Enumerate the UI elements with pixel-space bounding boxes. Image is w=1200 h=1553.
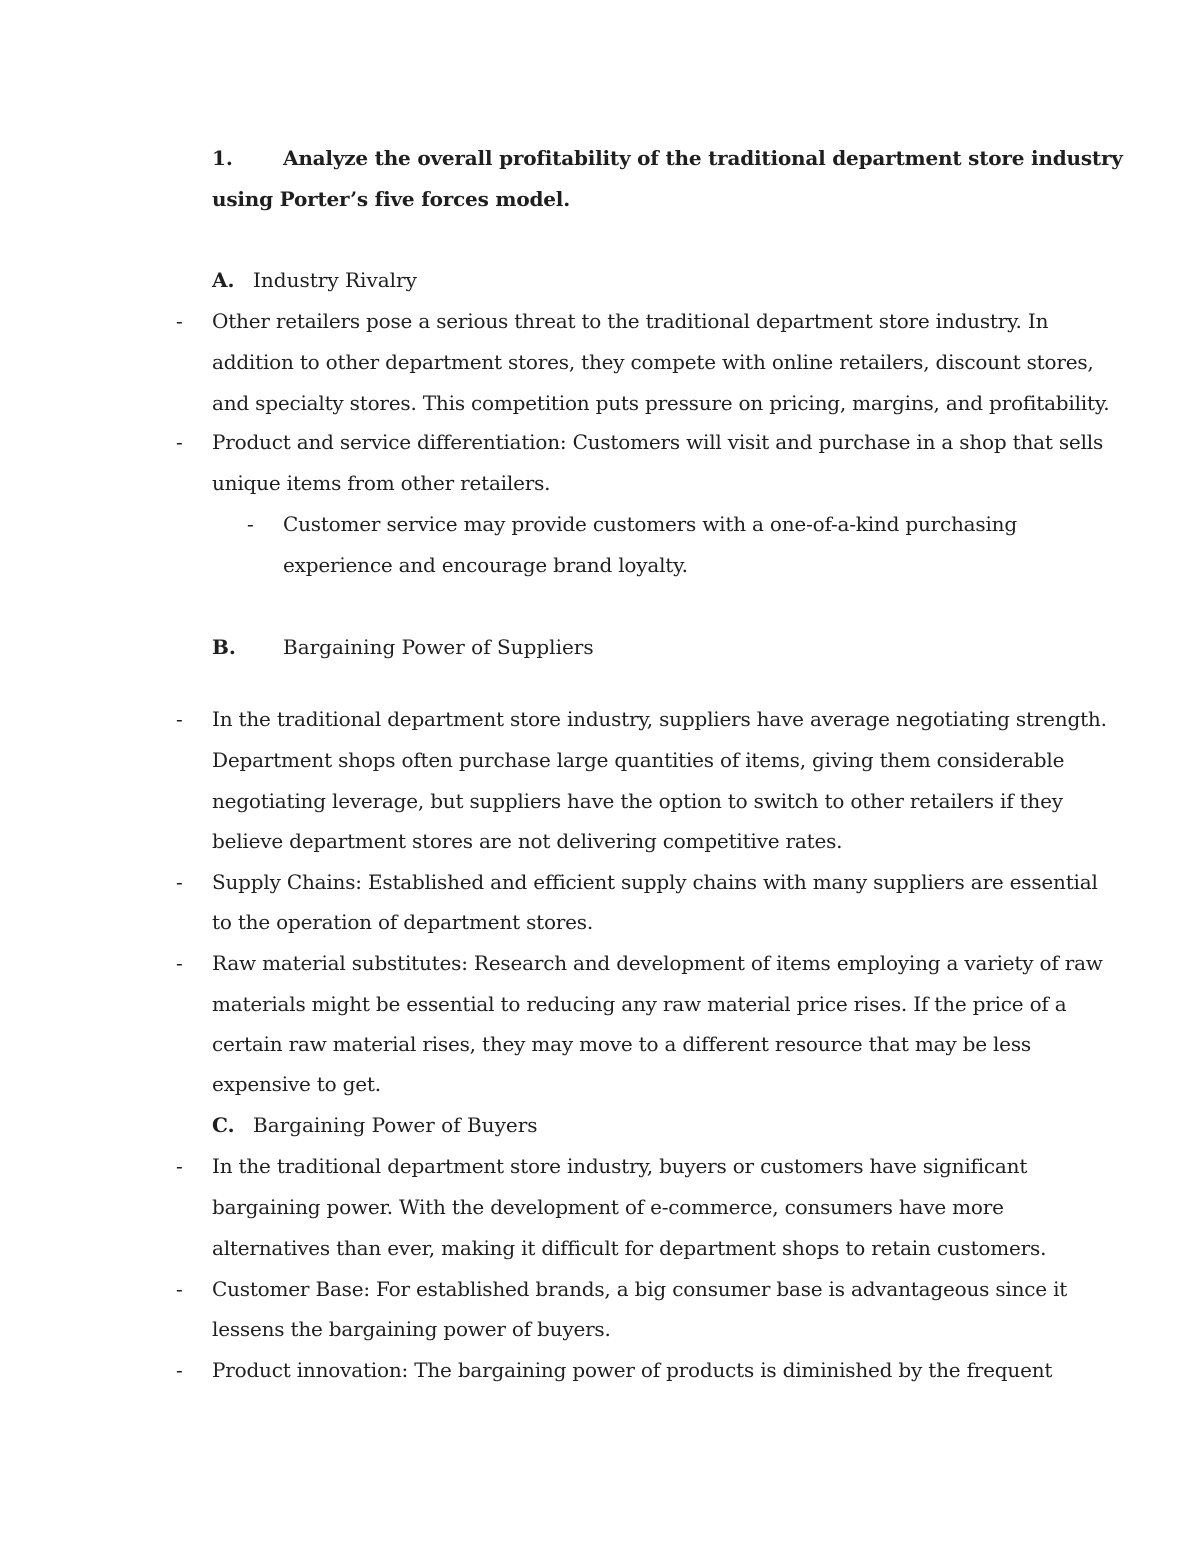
- section-b-bullet-2-line-2: to the operation of department stores.: [212, 910, 594, 934]
- bullet-dash: -: [176, 1154, 183, 1178]
- section-c-bullet-3-line-1: Product innovation: The bargaining power of products is diminished by the frequent: [212, 1358, 1053, 1382]
- section-b-bullet-3-line-1: Raw material substitutes: Research and development of items employing a variety of raw: [212, 951, 1103, 975]
- bullet-dash: -: [176, 951, 183, 975]
- section-b-bullet-3-line-4: expensive to get.: [212, 1072, 381, 1096]
- section-a-letter: A.: [212, 268, 235, 292]
- section-a-sub-bullet-line-2: experience and encourage brand loyalty.: [283, 553, 688, 577]
- section-a-sub-bullet-line-1: Customer service may provide customers with a one-of-a-kind purchasing: [283, 512, 1017, 536]
- section-b-letter: B.: [212, 635, 236, 659]
- section-c-title: Bargaining Power of Buyers: [253, 1113, 538, 1137]
- bullet-dash: -: [176, 309, 183, 333]
- section-b-bullet-1-line-3: negotiating leverage, but suppliers have the option to switch to other retailers if they: [212, 789, 1063, 813]
- section-c-bullet-1-line-2: bargaining power. With the development of e-commerce, consumers have more: [212, 1195, 1004, 1219]
- section-a-bullet-1-line-3: and specialty stores. This competition puts pressure on pricing, margins, and profitability.: [212, 391, 1110, 415]
- section-b-bullet-1-line-4: believe department stores are not delivering competitive rates.: [212, 829, 843, 853]
- section-a-bullet-1-line-1: Other retailers pose a serious threat to the traditional department store industry. In: [212, 309, 1049, 333]
- section-a-title: Industry Rivalry: [253, 268, 417, 292]
- section-b-bullet-3-line-3: certain raw material rises, they may move to a different resource that may be less: [212, 1032, 1031, 1056]
- section-b-bullet-1-line-2: Department shops often purchase large quantities of items, giving them considerable: [212, 748, 1065, 772]
- sub-bullet-dash: -: [247, 512, 254, 536]
- section-b-bullet-2-line-1: Supply Chains: Established and efficient supply chains with many suppliers are essential: [212, 870, 1098, 894]
- section-a-bullet-2-line-2: unique items from other retailers.: [212, 471, 551, 495]
- question-number: 1.: [212, 146, 233, 170]
- section-b-title: Bargaining Power of Suppliers: [283, 635, 594, 659]
- bullet-dash: -: [176, 1358, 183, 1382]
- section-c-bullet-2-line-1: Customer Base: For established brands, a big consumer base is advantageous since it: [212, 1277, 1068, 1301]
- bullet-dash: -: [176, 870, 183, 894]
- bullet-dash: -: [176, 707, 183, 731]
- question-line-1: Analyze the overall profitability of the traditional department store industry: [283, 146, 1123, 170]
- section-c-letter: C.: [212, 1113, 235, 1137]
- section-a-bullet-1-line-2: addition to other department stores, they compete with online retailers, discount stores,: [212, 350, 1094, 374]
- section-c-bullet-1-line-3: alternatives than ever, making it difficult for department shops to retain customers.: [212, 1236, 1047, 1260]
- bullet-dash: -: [176, 1277, 183, 1301]
- section-b-bullet-1-line-1: In the traditional department store industry, suppliers have average negotiating strength.: [212, 707, 1107, 731]
- section-c-bullet-2-line-2: lessens the bargaining power of buyers.: [212, 1317, 611, 1341]
- section-b-bullet-3-line-2: materials might be essential to reducing any raw material price rises. If the price of a: [212, 992, 1067, 1016]
- question-line-2: using Porter’s five forces model.: [212, 187, 570, 211]
- bullet-dash: -: [176, 430, 183, 454]
- section-a-bullet-2-line-1: Product and service differentiation: Customers will visit and purchase in a shop that sells: [212, 430, 1104, 454]
- section-c-bullet-1-line-1: In the traditional department store industry, buyers or customers have significant: [212, 1154, 1028, 1178]
